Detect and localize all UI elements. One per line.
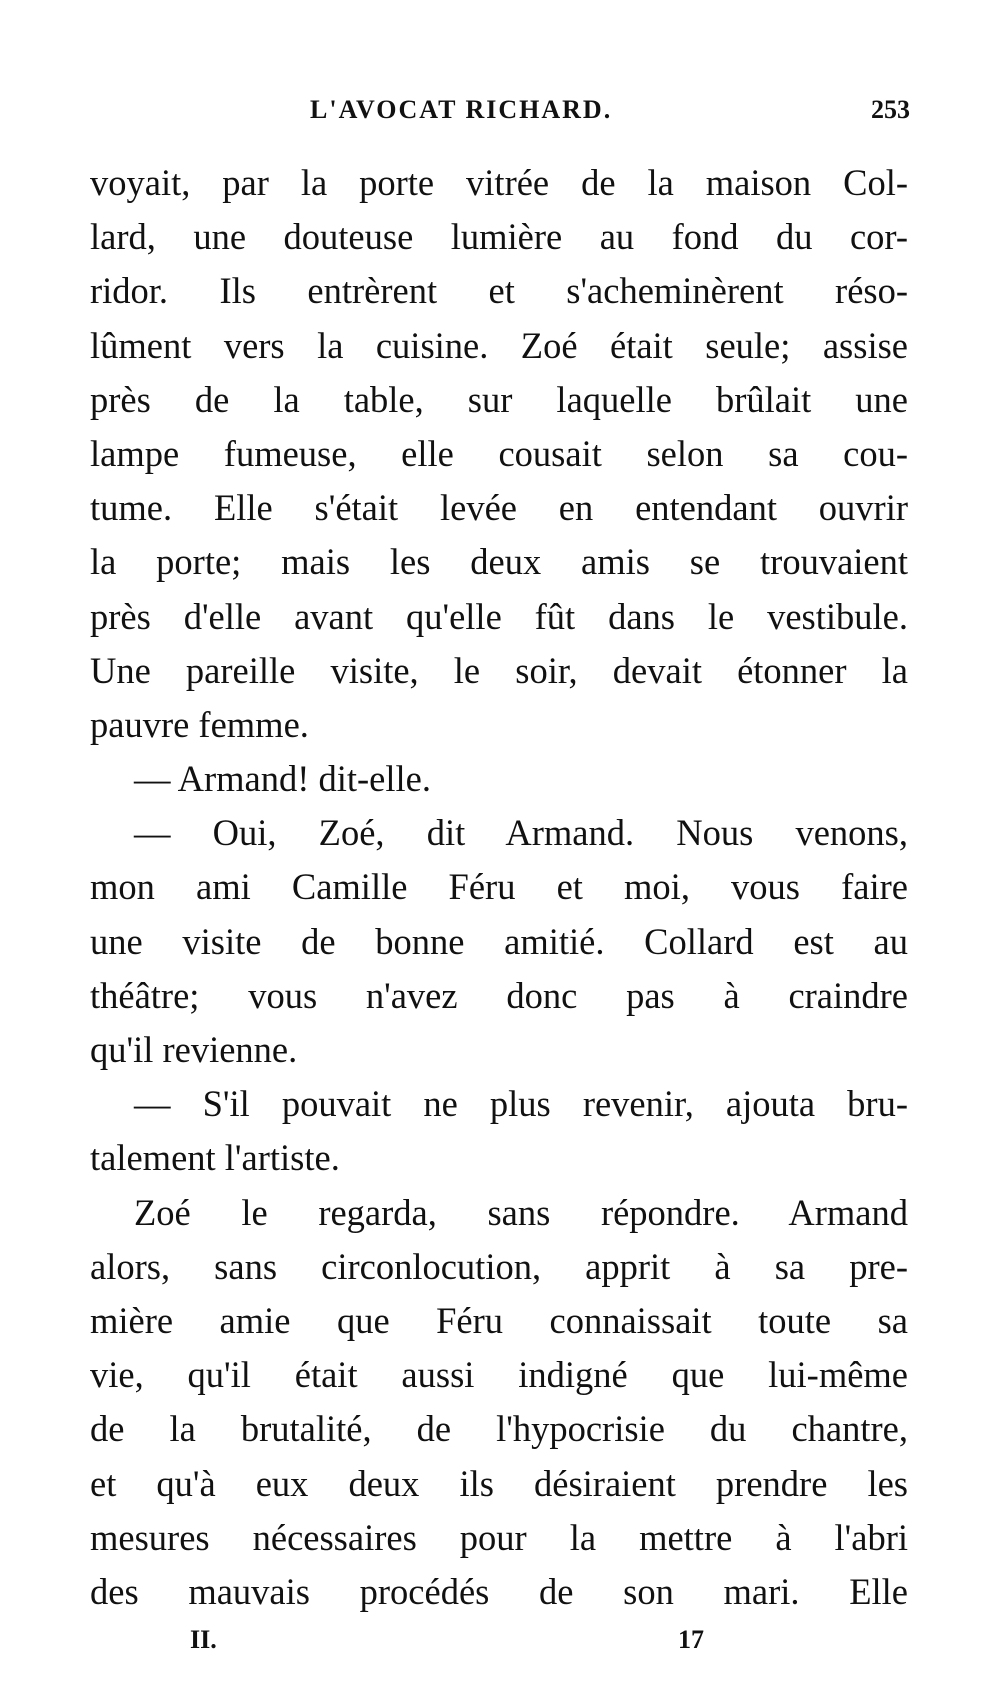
text-line: mière amie que Féru connaissait toute sa — [90, 1299, 908, 1341]
body-text — [90, 156, 908, 1619]
text-line: lampe fumeuse, elle cousait selon sa cou- — [90, 432, 908, 474]
text-line: près de la table, sur laquelle brûlait une — [90, 378, 908, 420]
text-line: lard, une douteuse lumière au fond du cor- — [90, 216, 908, 258]
text-line: alors, sans circonlocution, apprit à sa pre- — [90, 1245, 908, 1287]
text-line: près d'elle avant qu'elle fût dans le vestibule. — [90, 595, 908, 637]
text-line: Zoé le regarda, sans répondre. Armand — [134, 1191, 908, 1233]
text-line: voyait, par la porte vitrée de la maison Col- — [90, 162, 908, 203]
text-line: des mauvais procédés de son mari. Elle — [90, 1570, 908, 1612]
sheet-number: 17 — [678, 1625, 704, 1654]
text-line: tume. Elle s'était levée en entendant ouvrir — [90, 487, 908, 529]
page-number: 253 — [871, 95, 910, 124]
text-line: de la brutalité, de l'hypocrisie du chantre, — [90, 1408, 908, 1450]
text-line: vie, qu'il était aussi indigné que lui-même — [90, 1354, 908, 1396]
running-head: L'AVOCAT RICHARD. — [310, 95, 613, 124]
text-line: ridor. Ils entrèrent et s'acheminèrent réso- — [90, 270, 908, 312]
text-line: lûment vers la cuisine. Zoé était seule; assise — [90, 324, 908, 366]
text-line: mon ami Camille Féru et moi, vous faire — [90, 866, 908, 908]
text-line: — Oui, Zoé, dit Armand. Nous venons, — [134, 812, 908, 854]
signature-mark: II. — [190, 1625, 217, 1654]
text-line: — S'il pouvait ne plus revenir, ajouta bru- — [134, 1083, 908, 1125]
text-line: mesures nécessaires pour la mettre à l'abri — [90, 1516, 908, 1558]
text-line: une visite de bonne amitié. Collard est au — [90, 920, 908, 962]
text-line: Une pareille visite, le soir, devait étonner la — [90, 649, 908, 691]
text-line: la porte; mais les deux amis se trouvaient — [90, 541, 908, 583]
text-line: qu'il revienne. — [90, 1029, 298, 1070]
text-line: théâtre; vous n'avez donc pas à craindre — [90, 974, 908, 1016]
text-line: talement l'artiste. — [90, 1137, 340, 1179]
text-line: pauvre femme. — [90, 703, 309, 745]
text-line: — Armand! dit-elle. — [134, 758, 431, 800]
text-line: et qu'à eux deux ils désiraient prendre les — [90, 1462, 908, 1504]
